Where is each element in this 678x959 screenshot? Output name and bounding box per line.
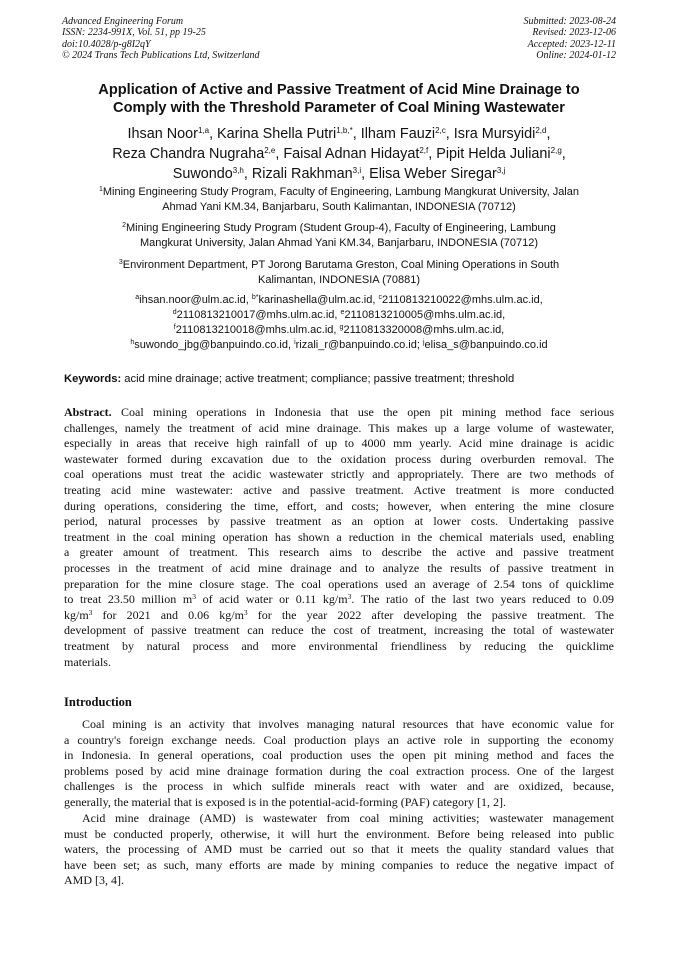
email-line-1 bbox=[40, 293, 638, 308]
author-sup: 3,h bbox=[232, 166, 244, 175]
author-name: , Pipit Helda Juliani bbox=[428, 146, 551, 162]
abstract-line: a greater amount of treatment. This research aims to describe the active and passive treatment bbox=[64, 545, 614, 560]
email-line-3 bbox=[40, 323, 638, 338]
keywords bbox=[64, 373, 514, 385]
affiliation-line bbox=[40, 221, 638, 236]
email-link[interactable]: elisa_s@banpuindo.co.id bbox=[424, 339, 548, 351]
email-sup: a bbox=[135, 294, 140, 301]
affiliation-sup: 3 bbox=[118, 259, 123, 266]
paragraph-line: Coal mining is an activity that involves managing natural resources that have economic value for bbox=[82, 717, 614, 731]
title-line-1: Application of Active and Passive Treatment of Acid Mine Drainage to bbox=[98, 82, 580, 98]
author-separator: , bbox=[546, 126, 551, 142]
abstract-line: development of passive treatment can reduce the cost of treatment, increasing the total of wastewater bbox=[64, 623, 614, 638]
abstract-line: preparation for the mine closure stage. The coal operations used an average of 2.54 tons of quicklime bbox=[64, 576, 614, 591]
abstract-line: wastewater formed during excavation due to the oxidation process during overburden removal. The bbox=[64, 451, 614, 466]
email-list bbox=[40, 293, 638, 353]
email-link[interactable]: 2110813210005@mhs.ulm.ac.id, bbox=[344, 309, 506, 321]
author-name: Reza Chandra Nugraha bbox=[112, 146, 265, 162]
email-sup: f bbox=[173, 324, 176, 331]
journal-info bbox=[62, 16, 260, 62]
title-line-2: Comply with the Threshold Parameter of Coal Mining Wastewater bbox=[113, 100, 565, 116]
email-link[interactable]: 2110813210022@mhs.ulm.ac.id, bbox=[381, 294, 543, 306]
keywords-label: Keywords: bbox=[64, 373, 122, 385]
abstract-line: challenges, namely the treatment of acid mine drainage. This makes up a large volume of wastewater, bbox=[64, 420, 614, 435]
author-name: , Faisal Adnan Hidayat bbox=[275, 146, 420, 162]
email-sup: e bbox=[340, 309, 345, 316]
email-link[interactable]: 2110813320008@mhs.ulm.ac.id, bbox=[343, 324, 505, 336]
abstract-line: coal operations must treat the acidic wastewater strictly and appropriately. There are two methods of bbox=[64, 467, 614, 482]
affiliation-text: Mangkurat University, Jalan Ahmad Yani KM.34, Banjarbaru, INDONESIA (70712) bbox=[139, 237, 539, 249]
abstract-line bbox=[64, 608, 614, 624]
paragraph-line: Acid mine drainage (AMD) is wastewater from coal mining activities; wastewater management bbox=[82, 811, 614, 825]
email-link[interactable]: rizali_r@banpuindo.co.id; bbox=[295, 339, 423, 351]
abstract-line bbox=[64, 405, 614, 421]
paragraph-line: must be conducted properly, otherwise, it will hurt the environment. Before being released into public bbox=[64, 826, 614, 841]
author-sup: 2,c bbox=[435, 126, 446, 135]
abstract-label: Abstract. bbox=[64, 405, 112, 419]
abstract-line: processes in the treatment of acid mine drainage and to analyze the results of passive treatment in bbox=[64, 560, 614, 575]
author-name: , Elisa Weber Siregar bbox=[361, 166, 497, 182]
affiliation-2 bbox=[40, 221, 638, 251]
date-submitted: Submitted: 2023-08-24 bbox=[523, 16, 616, 27]
paragraph-line: AMD [3, 4]. bbox=[64, 873, 124, 888]
email-sup: g bbox=[339, 324, 344, 331]
email-sup: b* bbox=[251, 294, 259, 301]
email-link[interactable]: ihsan.noor@ulm.ac.id, bbox=[139, 294, 252, 306]
author-sup: 2,d bbox=[535, 126, 547, 135]
unit-sup: 3 bbox=[243, 607, 248, 617]
affiliation-sup: 2 bbox=[122, 222, 127, 229]
unit-sup: 3 bbox=[347, 592, 352, 602]
abstract-line: treating acid mine wastewater: active and passive treatment. Active treatment is more conducted bbox=[64, 482, 614, 497]
paragraph-line: have been set; as such, many efforts are made by mining companies to reduce the negative impact of bbox=[64, 857, 614, 872]
abstract-text: kg/m bbox=[64, 607, 89, 622]
affiliation-line bbox=[40, 258, 638, 273]
author-line-3 bbox=[40, 164, 638, 184]
author-line-2 bbox=[40, 144, 638, 164]
affiliation-text: Ahmad Yani KM.34, Banjarbaru, South Kalimantan, INDONESIA (70712) bbox=[162, 201, 516, 213]
unit-sup: 3 bbox=[88, 607, 93, 617]
abstract-text: for the year 2022 after developing the passive treatment. The bbox=[247, 607, 614, 622]
email-link[interactable]: 2110813210017@mhs.ulm.ac.id, bbox=[176, 309, 341, 321]
date-revised: Revised: 2023-12-06 bbox=[532, 27, 616, 39]
affiliation-text: Mining Engineering Study Program, Faculty of Engineering, Lambung Mangkurat University, Jalan bbox=[102, 186, 579, 198]
author-sup: 3,i bbox=[352, 166, 362, 175]
journal-issn: ISSN: 2234-991X, Vol. 51, pp 19-25 bbox=[62, 27, 206, 39]
author-sup: 1,a bbox=[197, 126, 210, 135]
paragraph-line: waters, the processing of AMD must be carried out so that it meets the quality standard values that bbox=[64, 842, 614, 857]
journal-doi[interactable]: doi:10.4028/p-g8I2qY bbox=[62, 38, 151, 50]
email-line-4 bbox=[40, 338, 638, 353]
date-online: Online: 2024-01-12 bbox=[536, 50, 616, 62]
paragraph-line: problems posed by acid mine drainage formation during the coal extraction process. One of the largest bbox=[64, 763, 614, 778]
abstract-line: materials. bbox=[64, 654, 111, 669]
author-line-1 bbox=[40, 124, 638, 144]
abstract-text: . The ratio of the last two years reduced to 0.09 bbox=[351, 592, 615, 607]
author-list bbox=[40, 124, 638, 184]
abstract-line bbox=[64, 592, 614, 608]
email-sup: i bbox=[294, 339, 296, 346]
email-sup: d bbox=[172, 309, 177, 316]
introduction-paragraph-2 bbox=[64, 811, 614, 889]
email-sup: h bbox=[130, 339, 135, 346]
abstract-text: to treat 23.50 million m bbox=[64, 592, 193, 607]
affiliation-text: Mining Engineering Study Program (Student Group-4), Faculty of Engineering, Lambung bbox=[126, 222, 556, 234]
abstract-text: of acid water or 0.11 kg/m bbox=[195, 592, 348, 607]
author-sup: 1,b,* bbox=[336, 126, 353, 135]
abstract-text: Coal mining operations in Indonesia that use the open pit mining method face serious bbox=[111, 405, 614, 419]
abstract-line: during operations, considering the time, effort, and costs; however, when entering the mine closure bbox=[64, 498, 614, 513]
paragraph-line: challenges is the process in which sulfide minerals react with water and are oxidized, because, bbox=[64, 779, 614, 794]
abstract-line: especially in areas that receive high rainfall of up to 4000 mm yearly. Acid mine drainage is acidic bbox=[64, 436, 614, 451]
abstract-line: treatment in the coal mining operation has shown a reduction in the chemical materials used, enabling bbox=[64, 529, 614, 544]
affiliation-sup: 1 bbox=[98, 186, 103, 193]
author-separator: , bbox=[561, 146, 566, 162]
date-accepted: Accepted: 2023-12-11 bbox=[527, 38, 616, 50]
email-link[interactable]: karinashella@ulm.ac.id, bbox=[258, 294, 379, 306]
abstract-text: for 2021 and 0.06 kg/m bbox=[92, 607, 244, 622]
affiliation-text: Environment Department, PT Jorong Barutama Greston, Coal Mining Operations in South bbox=[122, 259, 560, 271]
section-heading-introduction: Introduction bbox=[64, 695, 132, 709]
author-name: , Rizali Rakhman bbox=[243, 166, 353, 182]
affiliation-text: Kalimantan, INDONESIA (70881) bbox=[257, 274, 421, 286]
affiliation-line bbox=[40, 185, 638, 200]
email-sup: c bbox=[378, 294, 382, 301]
affiliation-3 bbox=[40, 258, 638, 288]
journal-name: Advanced Engineering Forum bbox=[62, 16, 184, 27]
affiliation-1 bbox=[40, 185, 638, 215]
author-sup: 3,j bbox=[496, 166, 506, 175]
author-name: , Ilham Fauzi bbox=[352, 126, 436, 142]
keywords-text: acid mine drainage; active treatment; compliance; passive treatment; threshold bbox=[121, 373, 515, 385]
email-line-2 bbox=[40, 308, 638, 323]
introduction-paragraph-1 bbox=[64, 717, 614, 811]
abstract-line: treatment by natural process and more environmental friendliness by reducing the quicklime bbox=[64, 638, 614, 653]
abstract-line: period, natural processes by passive treatment as an option at lower costs. Undertaking passive bbox=[64, 514, 614, 529]
abstract bbox=[64, 405, 614, 670]
paper-title bbox=[40, 81, 638, 117]
journal-copyright: © 2024 Trans Tech Publications Ltd, Switzerland bbox=[62, 50, 260, 62]
email-sup: j bbox=[422, 339, 425, 346]
unit-sup: 3 bbox=[192, 592, 196, 602]
author-name: Ihsan Noor bbox=[127, 126, 198, 142]
author-sup: 2,e bbox=[264, 146, 276, 155]
paragraph-line: in Indonesia. In general operations, coal production uses the open pit mining method and faces the bbox=[64, 748, 614, 763]
author-sup: 2,f bbox=[419, 146, 429, 155]
author-sup: 2,g bbox=[550, 146, 562, 155]
publication-dates bbox=[524, 16, 617, 62]
author-name: , Karina Shella Putri bbox=[209, 126, 337, 142]
paragraph-line: a country's foreign exchange needs. Coal production plays an active role in supporting the economy bbox=[64, 732, 614, 747]
author-name: Suwondo bbox=[172, 166, 233, 182]
email-link[interactable]: 2110813210018@mhs.ulm.ac.id, bbox=[175, 324, 340, 336]
paragraph-line: generally, the material that is exposed is in the potential-acid-forming (PAF) category [1, 2]. bbox=[64, 794, 506, 809]
email-link[interactable]: suwondo_jbg@banpuindo.co.id, bbox=[134, 339, 295, 351]
author-name: , Isra Mursyidi bbox=[445, 126, 536, 142]
